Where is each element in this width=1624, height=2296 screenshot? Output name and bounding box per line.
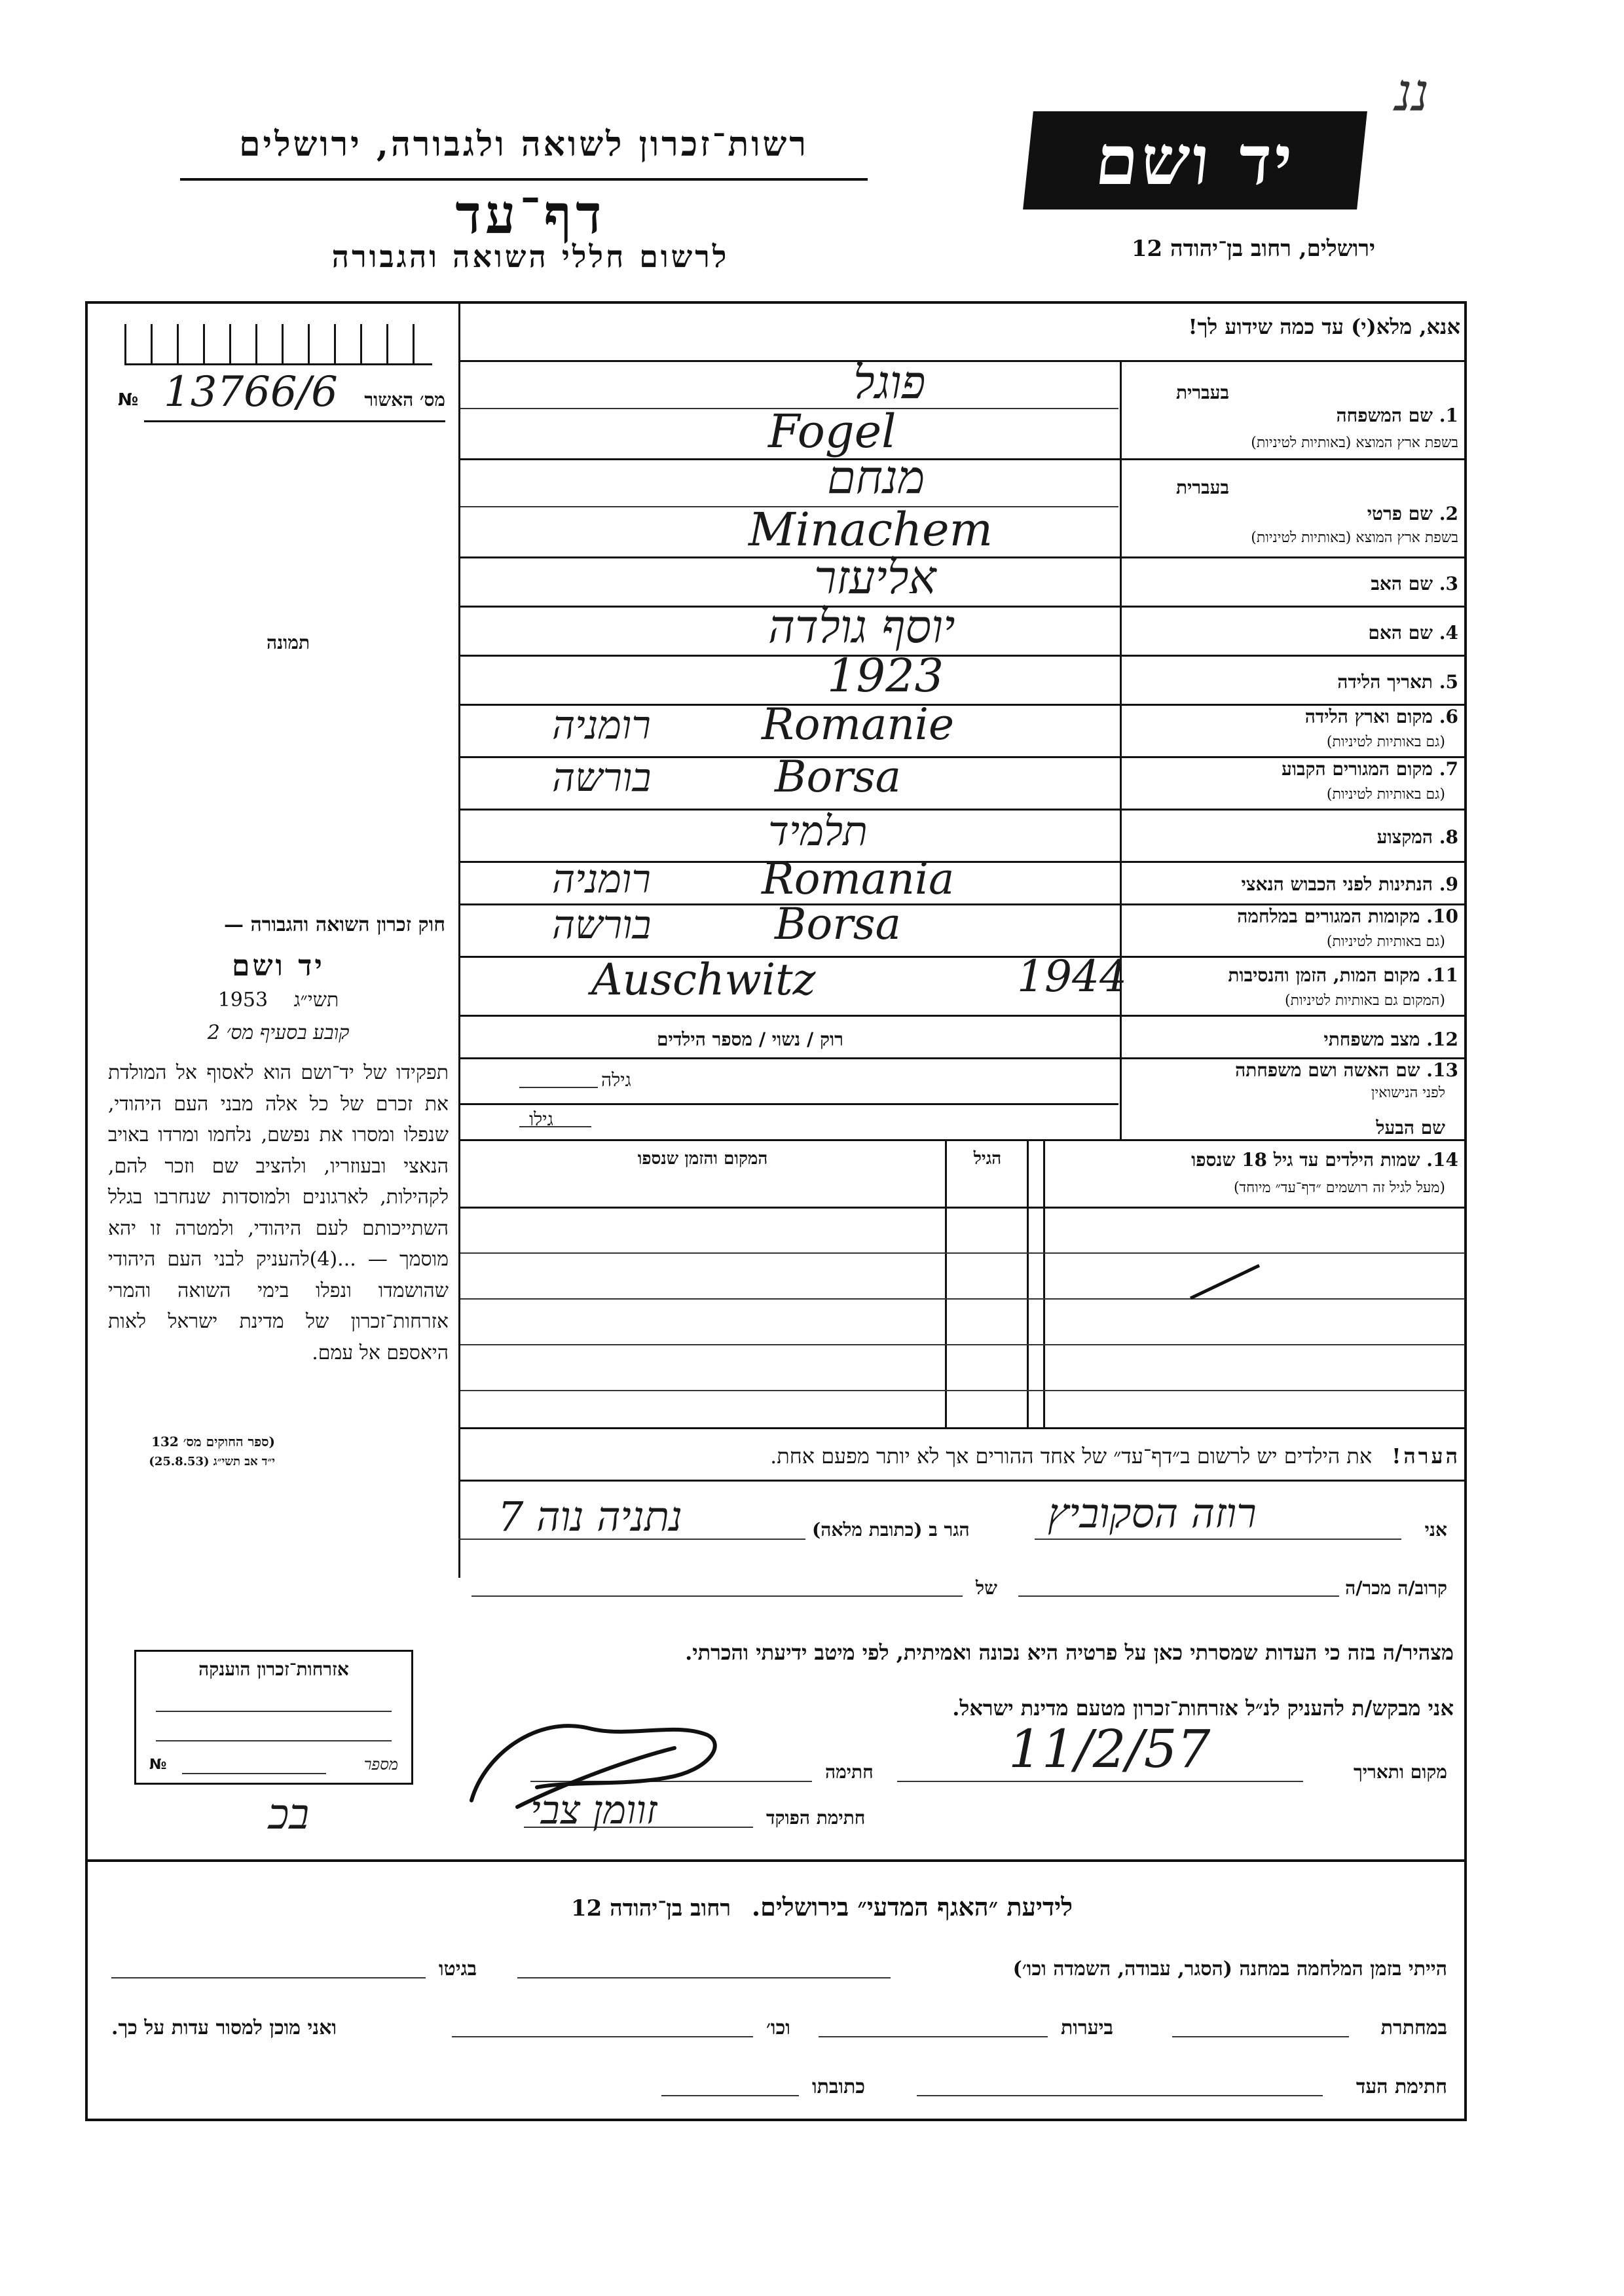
nationality-number: 9. [1439,873,1458,895]
footer-camp-row [98,1951,1454,1990]
relative-row [458,1568,1460,1607]
field-first-name [460,450,1465,558]
birth-date-label [1337,671,1458,693]
nationality-text: הנתינות לפני הכבוש הנאצי [1241,873,1433,895]
ruler-tick [386,324,388,363]
corner-handwritten-mark: ננ [1395,62,1430,123]
war-residence-number: 10. [1426,905,1458,927]
mother-name-label [1368,622,1458,644]
ruler-tick [360,324,362,363]
residence-number: 7. [1439,758,1458,780]
law-text: תפקידו של יד־ושם הוא לאסוף אל המולדת את זכרם של כל אלה מבני העם היהודי, שנפלו ומסרו את נפשם, נלחמו ומרדו באויב הנאצי ובעוזריו, ולהציב שם וזכר להם, לקהילות, לארגונים ולמוסדות שנחרבו בגלל השתייכותם לעם היהודי, ולמטרה זו יהא מוסמך — ...(4)להעניק לבני העם היהודי שהושמדו ונפלו בימי השואה והמרי אזרחות־זכרון של מדינת ישראל לאות היאספם אל עמם. [108,1061,449,1364]
nationality-latin-value: Romania [762,854,955,904]
ruler-tick [124,324,126,363]
table-row-line [460,1390,1465,1391]
husband-name-label: שם הבעל [1376,1117,1445,1139]
law-name: יד ושם [232,949,325,983]
husband-age-label: גילו [529,1108,553,1130]
ruler-tick [177,324,179,363]
date-value: 11/2/57 [1008,1719,1211,1779]
footer-ghetto-line [111,1977,426,1978]
gazette-date: י״ד אב תשי״ג (25.8.53) [149,1455,275,1468]
institution-name: רשות־זכרון לשואה ולגבורה, ירושלים [239,124,809,164]
ruler-tick [229,324,231,363]
header-address: ירושלים, רחוב בן־יהודה 12 [1131,236,1375,262]
residence-hebrew-value: בורשה [552,755,652,801]
table-row-line [460,1298,1465,1300]
field-residence [460,752,1465,811]
wife-age-line [519,1087,598,1088]
ruler-tick [413,324,415,363]
dash-mark [1187,1259,1266,1305]
of-line [471,1595,963,1597]
footer-address: רחוב בן־יהודה 12 [571,1895,731,1922]
field-birth-date [460,649,1465,706]
nationality-label [1242,873,1458,896]
war-residence-hebrew-value: בורשה [552,902,652,948]
footer-divider [85,1859,1467,1862]
footer-camp-label: הייתי בזמן המלחמה במחנה (הסגר, עבודה, השמדה וכו׳) [1012,1958,1447,1980]
death-place-sublabel: (המקום גם באותיות לטיניות) [1285,993,1445,1009]
death-place-value: Auschwitz [591,955,816,1005]
table-col-divider [945,1141,947,1429]
citizenship-number-symbol: № [149,1757,167,1773]
profession-number: 8. [1439,826,1458,848]
father-name-text: שם האב [1371,573,1433,594]
ruler-tick [255,324,257,363]
footer-camp-line [517,1977,891,1978]
marital-status-number: 12. [1426,1029,1458,1050]
mother-name-text: שם האם [1368,622,1433,644]
relative-line [1018,1595,1339,1597]
birth-place-latin-value: Romanie [762,699,955,750]
yad-vashem-logo [1023,111,1367,210]
birth-place-number: 6. [1439,706,1458,727]
profession-text: המקצוע [1376,826,1433,848]
law-title: חוק זכרון השואה והגבורה — [224,913,445,936]
children-names-label [1191,1149,1458,1171]
residence-text: מקום המגורים הקבוע [1282,758,1433,780]
profession-value: תלמיד [768,807,868,855]
footer-title: לידיעת ״האגף המדעי״ בירושלים. [751,1892,1073,1922]
table-col-divider [1027,1141,1029,1429]
section-divider [458,1480,1467,1482]
law-reference: קובע בסעיף מס׳ 2 [207,1021,350,1044]
children-sublabel: (מעל לגיל זה רושמים ״דף־עד״ מיוחד) [1233,1180,1445,1196]
wife-name-sublabel: לפני הנישואין [1371,1085,1445,1101]
number-symbol: № [118,390,139,410]
footer-ready-label: ואני מוכן למסור עדות על כך. [111,2016,337,2039]
residence-sublabel: (גם באותיות לטיניות) [1326,786,1445,803]
declarant-name-line [1035,1539,1401,1540]
children-place-header: המקום והזמן שנספו [637,1149,768,1169]
table-header-line [460,1207,1465,1209]
footer-ghetto-label: בגיטו [439,1958,477,1980]
file-number-value: 13766/6 [164,368,338,416]
first-name-number: 2. [1439,503,1458,524]
war-residence-sublabel: (גם באותיות לטיניות) [1326,934,1445,950]
field-husband-name [460,1105,1465,1141]
death-place-label [1228,964,1458,987]
footer-witness-address-line [661,2095,799,2096]
note-label: הערה! [1392,1444,1460,1468]
wife-name-label [1235,1059,1458,1082]
first-name-text: שם פרטי [1367,503,1433,524]
citizenship-line [156,1740,392,1741]
signature-row [458,1719,1460,1794]
place-date-line [897,1781,1303,1782]
birth-date-number: 5. [1439,671,1458,693]
death-place-text: מקום המות, הזמן והנסיבות [1228,964,1420,986]
gazette-reference: (ספר החוקים מס׳ 132 [151,1434,275,1449]
field-mother-name [460,600,1465,657]
logo-text: יד ושם [1092,120,1299,200]
ruler-tick [334,324,336,363]
field-father-name [460,551,1465,608]
margin-handwritten-mark: בכ [268,1791,310,1839]
footer-forests-label: ביערות [1061,2016,1114,2039]
marital-options: רוק / נשוי / מספר הילדים [657,1029,843,1050]
footer-underground-row [98,2010,1454,2049]
declarant-row [458,1486,1460,1552]
in-hebrew-label: בעברית [1175,382,1229,403]
file-number-row [118,368,445,426]
first-name-latin-value: Minachem [748,503,993,556]
birth-place-label [1305,706,1458,728]
family-name-label [1337,405,1458,427]
footer-etc-label: וכו׳ [766,2016,790,2039]
table-col-divider [1043,1141,1045,1429]
footer-witness-row [98,2069,1454,2108]
first-name-hebrew-value: מנחם [827,450,925,504]
wife-name-text: שם האשה ושם משפחתה [1235,1059,1420,1081]
institution-underline [180,178,868,181]
birth-date-value: 1923 [827,649,944,702]
section-divider [458,1427,1467,1429]
citizenship-box [134,1650,413,1785]
first-name-sublabel: בשפת ארץ המוצא (באותיות לטיניות) [1251,530,1458,546]
table-row-line [460,1252,1465,1254]
residence-latin-value: Borsa [775,752,902,802]
signature-label: חתימה [825,1761,874,1783]
field-death-place [460,951,1465,1017]
table-row-line [460,1344,1465,1345]
officer-row [458,1787,1460,1840]
wife-age-label: גילה [601,1069,631,1091]
war-residence-text: מקומות המגורים במלחמה [1237,905,1420,927]
footer-underground-line [1172,2036,1349,2037]
in-hebrew-label: בעברית [1175,477,1229,498]
footer-underground-label: במחתרת [1380,2016,1447,2039]
ruler-tick [203,324,205,363]
note-row [465,1444,1460,1468]
family-name-number: 1. [1439,405,1458,426]
field-war-residence [460,899,1465,958]
form-subtitle: לרשום חללי השואה והגבורה [331,239,729,274]
death-year-value: 1944 [1017,951,1127,1002]
declarant-i-label: אני [1424,1519,1447,1540]
first-name-label [1367,503,1458,525]
field-wife-name [460,1059,1465,1105]
footer-title-row [458,1892,1185,1922]
birth-place-sublabel: (גם באותיות לטיניות) [1326,734,1445,750]
citizenship-number-label: מספר [363,1755,398,1774]
birth-date-text: תאריך הלידה [1337,671,1433,693]
officer-label: חתימת הפוקד [766,1807,866,1829]
declarant-lives-label: הגר ב (כתובת מלאה) [812,1519,970,1540]
family-name-sublabel: בשפת ארץ המוצא (באותיות לטיניות) [1251,435,1458,451]
wife-name-number: 13. [1426,1059,1458,1081]
children-number: 14. [1426,1149,1458,1171]
law-year-hebrew: תשי״ג [293,989,339,1011]
war-residence-latin-value: Borsa [775,899,902,949]
nationality-hebrew-value: רומניה [552,856,651,902]
footer-witness-address-label: כתובתו [812,2075,866,2098]
officer-value: זוומן צבי [530,1787,657,1833]
request-text: אני מבקש/ת להעניק לנ״ל אזרחות־זכרון מטעם מדינת ישראל. [952,1696,1454,1721]
children-age-header: הגיל [973,1149,1002,1169]
father-name-number: 3. [1439,573,1458,594]
residence-label [1282,758,1458,780]
marital-status-text: מצב משפחתי [1323,1029,1420,1050]
mother-name-number: 4. [1439,622,1458,644]
field-marital-status [460,1017,1465,1059]
family-name-hebrew-value: פוגל [853,355,926,409]
war-residence-label [1237,905,1458,928]
field-nationality [460,854,1465,905]
place-date-label: מקום ותאריך [1353,1761,1447,1783]
children-text: שמות הילדים עד גיל 18 שנספו [1191,1149,1420,1171]
relative-label: קרוב/ה מכר/ה [1345,1577,1447,1599]
field-profession [460,807,1465,863]
marital-status-label [1323,1029,1458,1051]
dash-stroke [1190,1266,1259,1298]
field-birth-place [460,699,1465,758]
profession-label [1377,826,1458,848]
ruler-tick [308,324,310,363]
footer-witness-label: חתימת העד [1356,2075,1447,2098]
law-year-row [111,989,445,1011]
family-name-text: שם המשפחה [1336,405,1433,426]
children-table [460,1141,1465,1429]
ruler-box [124,324,432,365]
death-place-number: 11. [1426,964,1458,986]
file-number-label: מס׳ האשור [364,389,445,410]
birth-place-text: מקום וארץ הלידה [1304,706,1433,727]
photo-label: תמונה [266,632,310,653]
family-name-latin-value: Fogel [768,405,896,458]
father-name-label [1371,573,1458,595]
footer-forests-line [819,2036,1048,2037]
ruler-tick [282,324,284,363]
father-name-value: אליעזר [814,551,936,604]
law-year: 1953 [217,989,268,1011]
file-number-line [144,420,445,422]
field-family-name [460,355,1465,460]
declarant-name-value: רוזה הסקוביץ [1048,1489,1257,1537]
birth-place-hebrew-value: רומניה [552,702,651,748]
ruler-tick [151,324,153,363]
citizenship-number-line [182,1773,326,1774]
of-label: של [976,1577,997,1599]
mother-name-value: יוסף גולדה [768,600,955,653]
footer-witness-line [917,2095,1323,2096]
declarant-address-value: נתניה נוה 7 [498,1493,682,1540]
footer-etc-line [452,2036,753,2037]
citizenship-box-title: אזרחות־זכרון הוענקה [198,1658,349,1680]
form-intro: אנא, מלא(י) עד כמה שידוע לך! [1188,314,1460,339]
note-text: את הילדים יש לרשום ב״דף־עד״ של אחד ההורים אך לא יותר מפעם אחת. [770,1444,1373,1468]
citizenship-line [156,1711,392,1712]
form-title: דף־עד [455,183,606,246]
declaration-text: מצהיר/ה בזה כי העדות שמסרתי כאן על פרטיה היא נכונה ואמיתית, לפי מיטב ידיעתי והכרתי. [685,1640,1454,1665]
